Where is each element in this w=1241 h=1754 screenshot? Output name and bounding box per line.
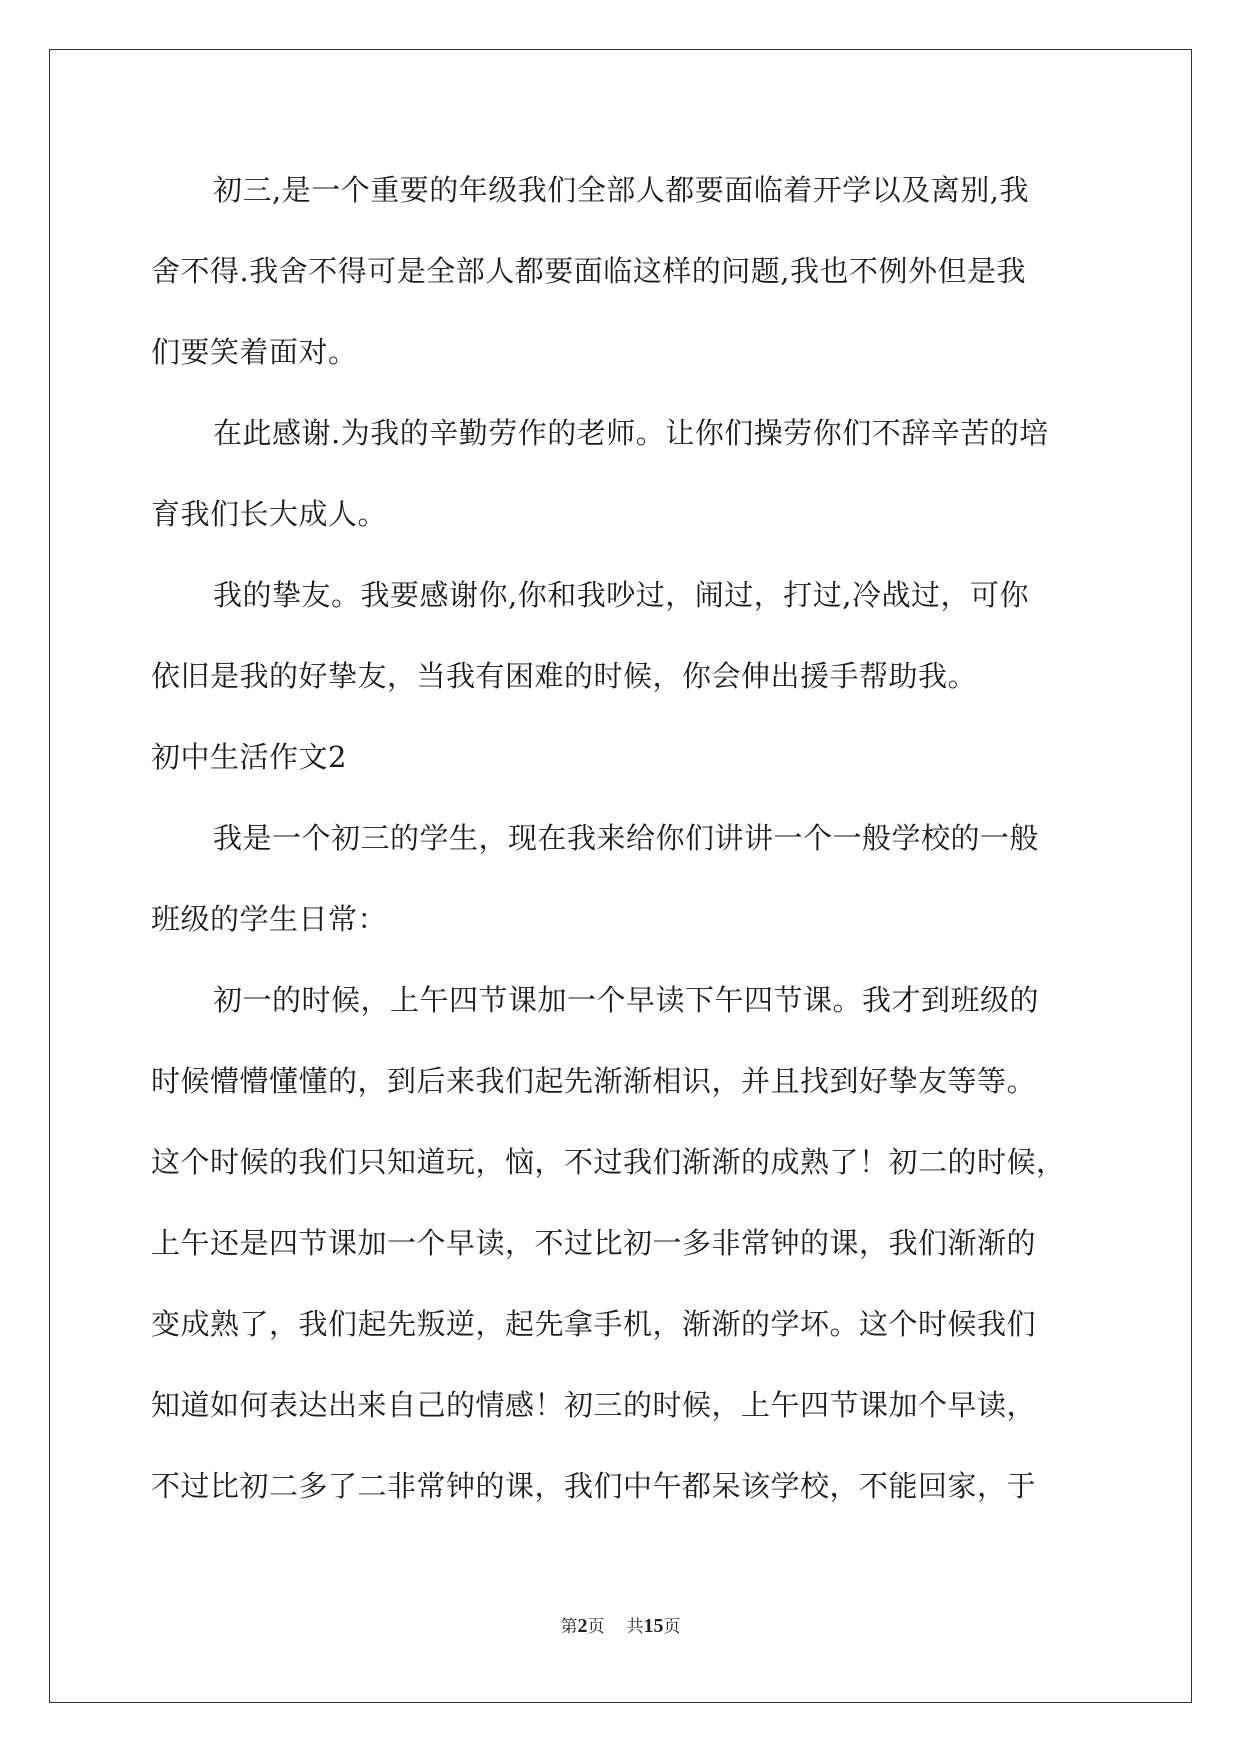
text-line: 在此感谢.为我的辛勤劳作的老师。让你们操劳你们不辞辛苦的培 (213, 416, 1049, 450)
text-line: 上午还是四节课加一个早读，不过比初一多非常钟的课，我们渐渐的 (151, 1226, 1037, 1260)
text-line: 时候懵懵懂懂的，到后来我们起先渐渐相识，并且找到好挚友等等。 (151, 1064, 1037, 1098)
text-line: 依旧是我的好挚友，当我有困难的时候，你会伸出援手帮助我。 (151, 659, 978, 693)
page-suffix: 页 (587, 1617, 605, 1637)
document-body (151, 160, 1091, 1537)
text-line: 们要笑着面对。 (151, 335, 358, 369)
total-suffix: 页 (663, 1617, 681, 1637)
total-prefix: 共 (626, 1617, 644, 1637)
text-line: 班级的学生日常： (151, 902, 388, 936)
text-line: 这个时候的我们只知道玩，恼，不过我们渐渐的成熟了！初二的时候， (151, 1145, 1066, 1179)
text-line: 我的挚友。我要感谢你,你和我吵过，闹过，打过,冷战过，可你 (213, 578, 1029, 612)
text-line: 变成熟了，我们起先叛逆，起先拿手机，渐渐的学坏。这个时候我们 (151, 1307, 1037, 1341)
text-line: 不过比初二多了二非常钟的课，我们中午都呆该学校，不能回家，于 (151, 1469, 1037, 1503)
text-line: 知道如何表达出来自己的情感！初三的时候，上午四节课加个早读， (151, 1388, 1037, 1422)
page-prefix: 第 (560, 1617, 578, 1637)
text-line: 初三,是一个重要的年级我们全部人都要面临着开学以及离别,我 (213, 173, 1029, 207)
text-line: 初一的时候，上午四节课加一个早读下午四节课。我才到班级的 (213, 983, 1040, 1017)
text-line: 我是一个初三的学生，现在我来给你们讲讲一个一般学校的一般 (213, 821, 1040, 855)
page-number: 2 (577, 1615, 588, 1637)
total-pages: 15 (643, 1615, 664, 1637)
section-heading: 初中生活作文2 (151, 740, 347, 774)
text-line: 舍不得.我舍不得可是全部人都要面临这样的问题,我也不例外但是我 (151, 254, 1026, 288)
text-line: 育我们长大成人。 (151, 497, 388, 531)
page-footer (0, 1612, 1241, 1638)
